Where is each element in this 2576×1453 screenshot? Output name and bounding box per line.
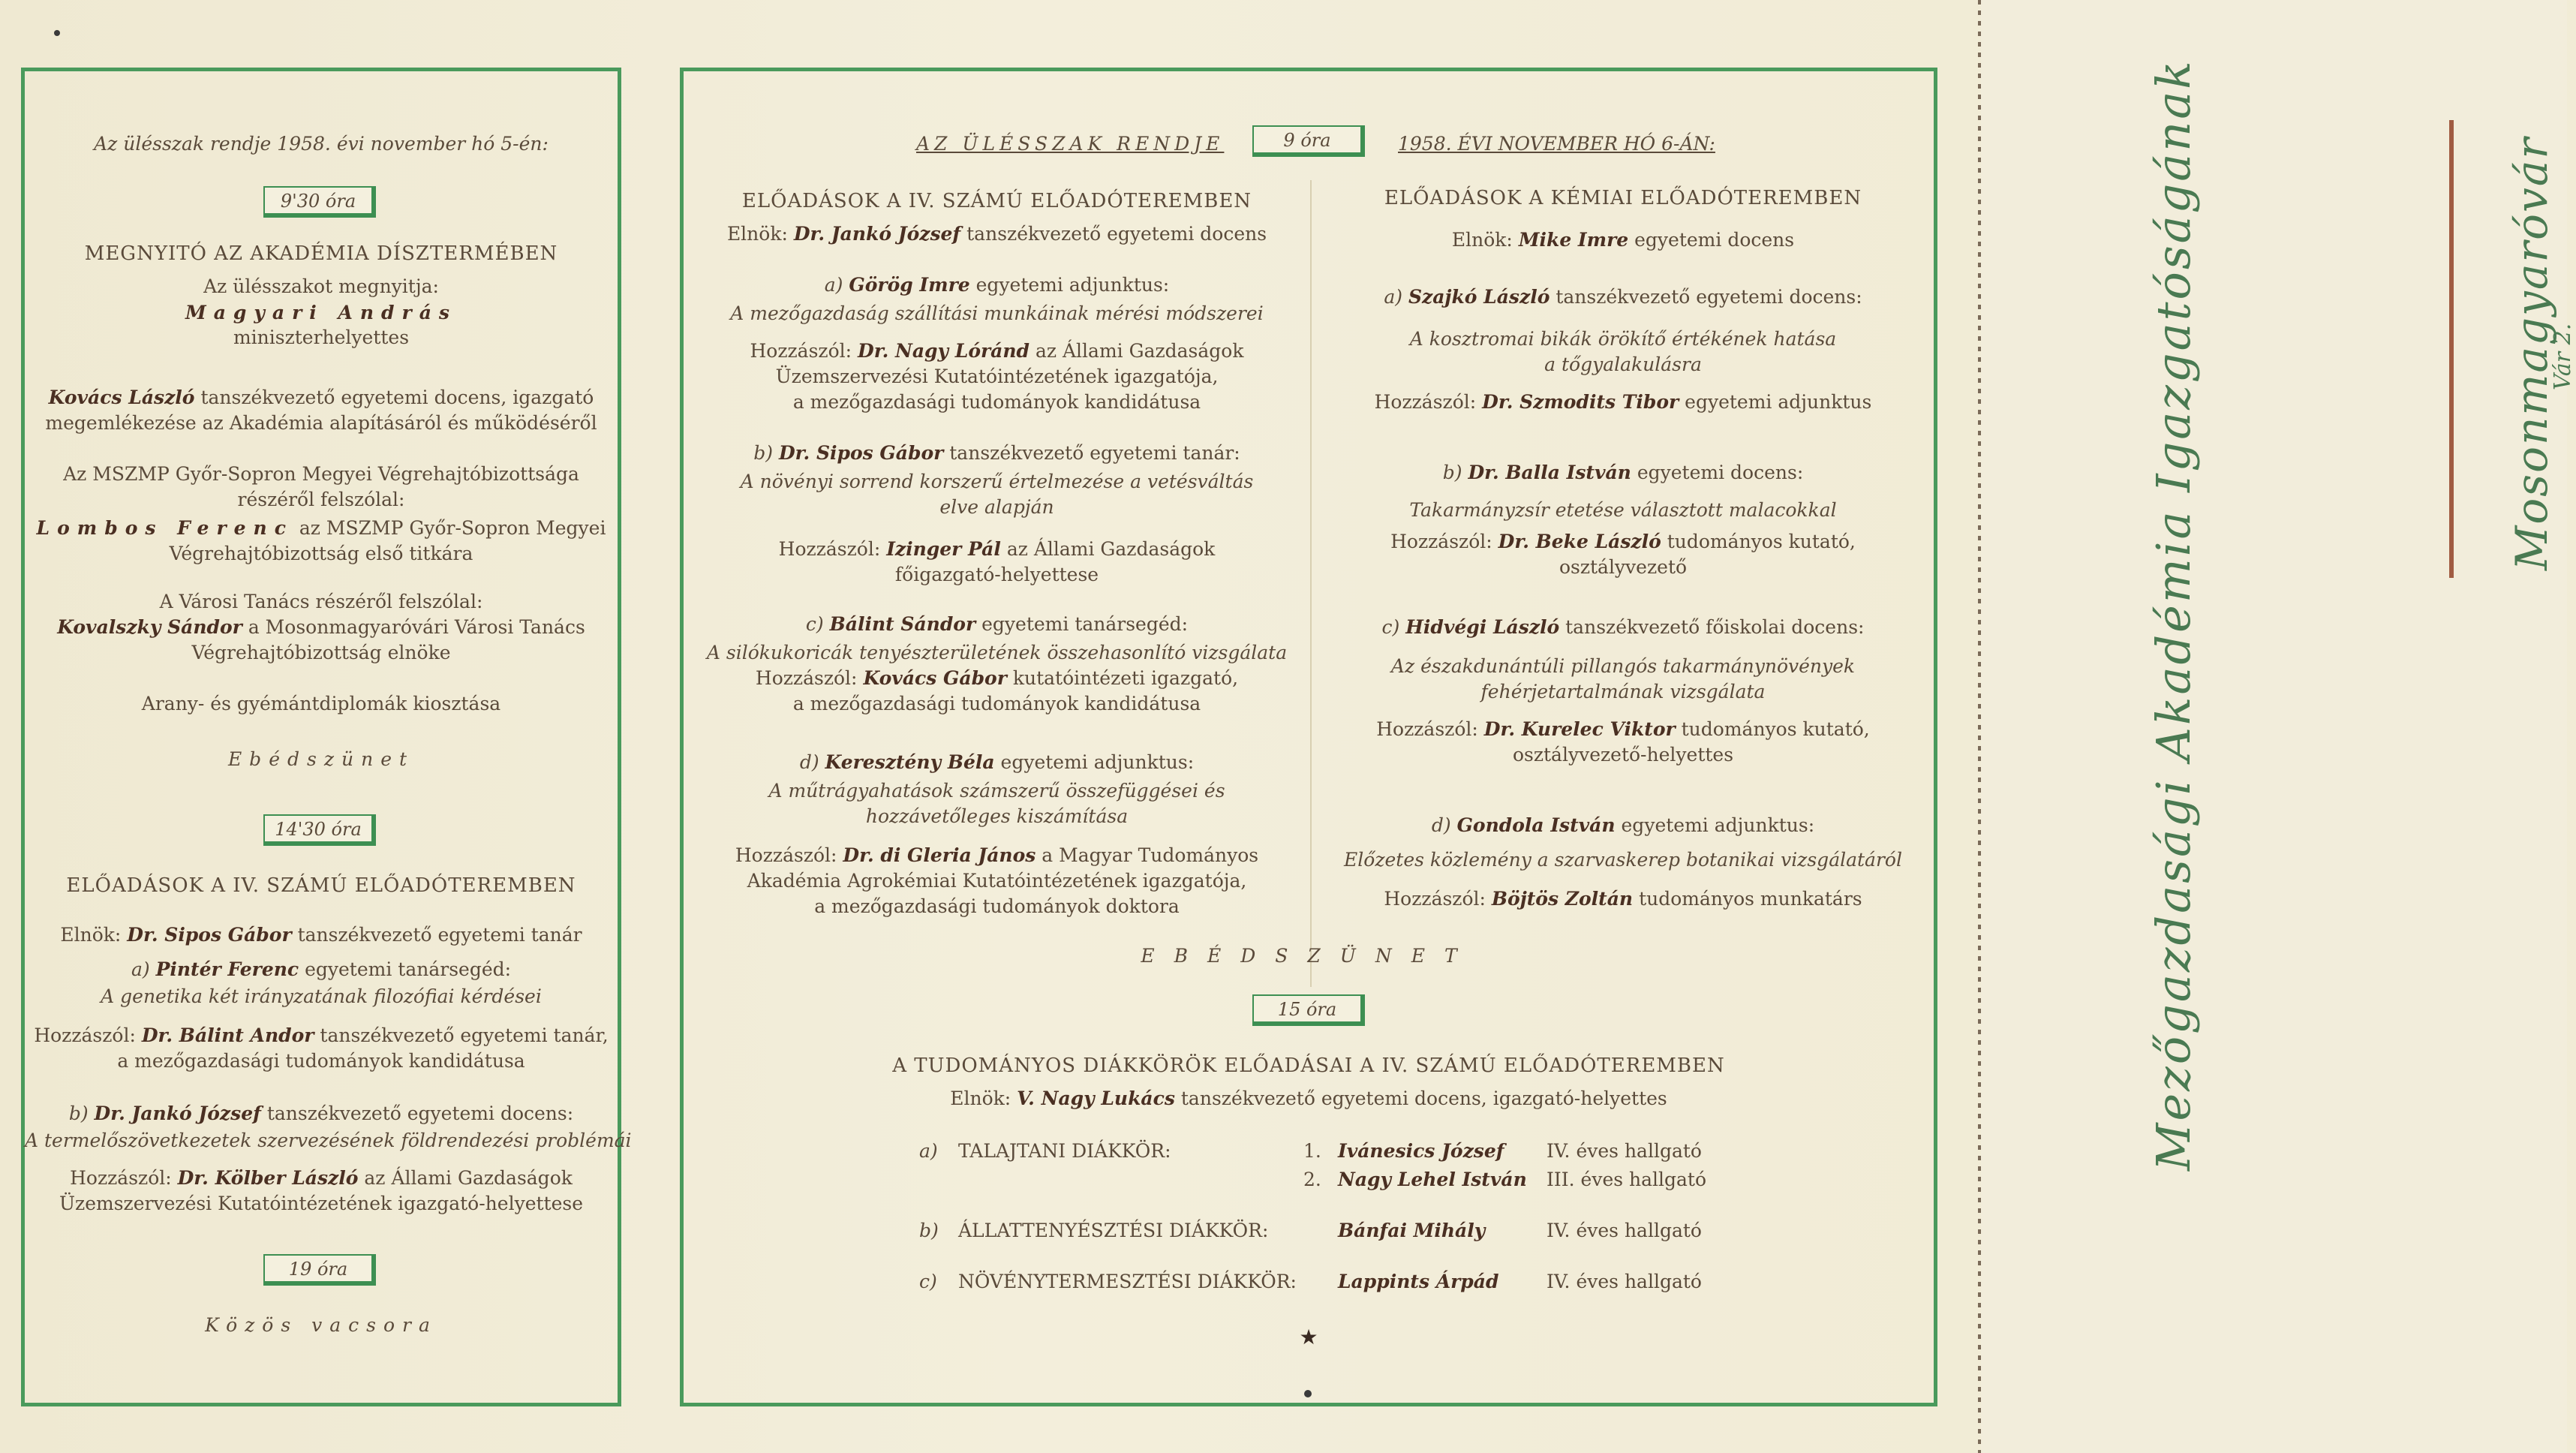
- student-year: IV. éves hallgató: [1547, 1271, 1702, 1292]
- star-icon: ★: [1299, 1325, 1318, 1349]
- lecture-b-line: [25, 1101, 618, 1127]
- circle-a-name: TALAJTANI DIÁKKÖR:: [958, 1140, 1171, 1162]
- comment-name: Dr. Nagy Lóránd: [858, 340, 1030, 362]
- c2c-title-1: Az északdunántúli pillangós takarmánynövények: [1390, 655, 1856, 677]
- chair-name: V. Nagy Lukács: [1017, 1087, 1175, 1109]
- c2c-comment: [1312, 717, 1934, 742]
- c2a-line: [1312, 284, 1934, 310]
- c2b-comment-2: osztályvezető: [1559, 556, 1688, 578]
- lombos-line2: Végrehajtóbizottság első titkára: [169, 543, 473, 564]
- opening-heading: MEGNYITÓ AZ AKADÉMIA DÍSZTERMÉBEN: [84, 242, 558, 265]
- lunch-break-center: EBÉDSZÜNET: [1141, 945, 1477, 967]
- chair-label: Elnök:: [1451, 229, 1513, 251]
- kovacs-name: Kovács László: [48, 387, 195, 408]
- dinner-line: Közös vacsora: [205, 1314, 437, 1336]
- item-name: Keresztény Béla: [825, 751, 995, 773]
- comment-role: a Magyar Tudományos: [1042, 844, 1259, 866]
- address: Vár 2.: [2550, 323, 2576, 390]
- circle-b-name: ÁLLATTENYÉSZTÉSI DIÁKKÖR:: [958, 1220, 1269, 1241]
- c1a-comment: [684, 338, 1310, 364]
- lecture-a-label: a): [131, 958, 150, 980]
- title-rule: [2449, 120, 2454, 578]
- c2d-comment: [1312, 886, 1934, 912]
- c1d-comment-3: a mezőgazdasági tudományok doktora: [814, 895, 1180, 917]
- c1b-comment: [684, 537, 1310, 562]
- ink-dot: [1304, 1390, 1312, 1397]
- c1d-title-1: A műtrágyahatások számszerű összefüggései és: [768, 780, 1225, 802]
- col1-heading: ELŐADÁSOK A IV. SZÁMÚ ELŐADÓTEREMBEN: [741, 190, 1252, 212]
- chair-role: tanszékvezető egyetemi docens: [966, 223, 1267, 245]
- item-label: d): [1431, 814, 1451, 836]
- c2d-title: Előzetes közlemény a szarvaskerep botanikai vizsgálatáról: [1344, 849, 1902, 871]
- student-chair: [684, 1086, 1934, 1112]
- lect-heading: ELŐADÁSOK A IV. SZÁMÚ ELŐADÓTEREMBEN: [66, 874, 576, 897]
- chair-label: Elnök:: [726, 223, 788, 245]
- student-name: Bánfai Mihály: [1338, 1220, 1486, 1241]
- comment-label: Hozzászól:: [70, 1167, 172, 1189]
- time-box-9: 9 óra: [1252, 125, 1365, 157]
- comment-label: Hozzászól:: [1376, 718, 1478, 740]
- chair-label: Elnök:: [60, 924, 122, 946]
- comment-label: Hozzászól:: [755, 667, 858, 689]
- c1c-comment: [684, 666, 1310, 691]
- koval-role: a Mosonmagyaróvári Városi Tanács: [248, 616, 585, 638]
- comment-name: Dr. Kurelec Viktor: [1483, 718, 1676, 740]
- chair-role: tanszékvezető egyetemi docens, igazgató-helyettes: [1180, 1087, 1667, 1109]
- c1c-title: A silókukoricák tenyészterületének összehasonlító vizsgálata: [706, 642, 1288, 663]
- lecture-b-role: tanszékvezető egyetemi docens:: [266, 1103, 574, 1124]
- comment-name: Dr. Beke László: [1498, 531, 1661, 552]
- town-name: Mosonmagyaróvár: [2506, 136, 2557, 570]
- c2b-title: Takarmányzsír etetése választott malacokkal: [1409, 499, 1837, 521]
- header-left: AZ ÜLÉSSZAK RENDJE: [916, 133, 1225, 155]
- item-label: b): [753, 442, 774, 464]
- comment-label: Hozzászól:: [1374, 391, 1477, 413]
- chair-name: Mike Imre: [1518, 229, 1629, 251]
- comment-role: az Állami Gazdaságok: [1035, 340, 1244, 362]
- c2b-comment: [1312, 529, 1934, 555]
- c2a-title-2: a tőgyalakulásra: [1544, 353, 1702, 375]
- comment-name: Dr. di Gleria János: [843, 844, 1036, 866]
- c1b-title-2: elve alapján: [939, 496, 1054, 518]
- col2-chair: [1312, 227, 1934, 253]
- lecture-b-comment-2: Üzemszervezési Kutatóintézetének igazgató-helyettese: [59, 1193, 583, 1214]
- comment-label: Hozzászól:: [750, 340, 852, 362]
- chair-name: Dr. Sipos Gábor: [127, 924, 292, 946]
- student-name: Lappints Árpád: [1338, 1271, 1499, 1292]
- comment-label: Hozzászól:: [34, 1024, 136, 1046]
- comment-role: tudományos kutató,: [1667, 531, 1856, 552]
- kovacs-line1: [25, 385, 618, 411]
- c1b-line: [684, 441, 1310, 466]
- comment-role: az Állami Gazdaságok: [1006, 538, 1216, 560]
- lecture-a-title: A genetika két irányzatának filozófiai kérdései: [101, 985, 542, 1007]
- c1a-line: [684, 272, 1310, 298]
- varosi-intro: A Városi Tanács részéről felszólal:: [159, 591, 483, 612]
- c1b-title-1: A növényi sorrend korszerű értelmezése a vetésváltás: [740, 471, 1254, 492]
- comment-label: Hozzászól:: [778, 538, 881, 560]
- item-label: c): [1381, 616, 1400, 638]
- circle-a-label: a): [919, 1140, 938, 1162]
- c2d-line: [1312, 813, 1934, 838]
- kovacs-line2: megemlékezése az Akadémia alapításáról és működéséről: [45, 412, 597, 434]
- c2c-line: [1312, 615, 1934, 640]
- c1d-line: [684, 750, 1310, 775]
- item-label: a): [1384, 286, 1402, 308]
- lecture-a-comment: [25, 1023, 618, 1048]
- left-panel: [21, 68, 632, 1406]
- comment-role: kutatóintézeti igazgató,: [1012, 667, 1239, 689]
- item-role: egyetemi adjunktus:: [1621, 814, 1815, 836]
- comment-role: tanszékvezető egyetemi tanár,: [320, 1024, 609, 1046]
- c1d-comment: [684, 843, 1310, 868]
- student-num: 1.: [1303, 1140, 1321, 1162]
- c1d-comment-2: Akadémia Agrokémiai Kutatóintézetének igazgatója,: [747, 870, 1247, 892]
- student-name: Nagy Lehel István: [1338, 1169, 1527, 1190]
- c1c-line: [684, 612, 1310, 637]
- c1b-comment-2: főigazgató-helyettese: [894, 564, 1099, 585]
- c2c-title-2: fehérjetartalmának vizsgálata: [1480, 681, 1766, 702]
- item-role: tanszékvezető egyetemi docens:: [1556, 286, 1862, 308]
- c1d-title-2: hozzávetőleges kiszámítása: [865, 805, 1129, 827]
- c1a-comment-2: Üzemszervezési Kutatóintézetének igazgatója,: [775, 366, 1219, 387]
- comment-name: Dr. Bálint Andor: [141, 1024, 314, 1046]
- chair-line: [25, 922, 618, 948]
- cover-panel: [1981, 0, 2567, 1453]
- item-name: Gondola István: [1456, 814, 1616, 836]
- comment-role: egyetemi adjunktus: [1685, 391, 1872, 413]
- chair-label: Elnök:: [950, 1087, 1011, 1109]
- ink-dot: [54, 30, 60, 36]
- item-label: b): [1442, 462, 1462, 483]
- comment-role: az Állami Gazdaságok: [364, 1167, 573, 1189]
- circle-c-label: c): [919, 1271, 937, 1292]
- c2c-comment-2: osztályvezető-helyettes: [1512, 744, 1734, 766]
- lecture-a-comment-2: a mezőgazdasági tudományok kandidátusa: [117, 1050, 525, 1072]
- lecture-b-title: A termelőszövetkezetek szervezésének földrendezési problémái: [25, 1130, 632, 1151]
- comment-label: Hozzászól:: [1384, 888, 1486, 910]
- student-year: IV. éves hallgató: [1547, 1140, 1702, 1162]
- chair-role: egyetemi docens: [1634, 229, 1795, 251]
- time-box-930: 9'30 óra: [263, 186, 376, 218]
- header-right: 1958. ÉVI NOVEMBER HÓ 6-ÁN:: [1398, 133, 1715, 155]
- mszmp-line1: Az MSZMP Győr-Sopron Megyei Végrehajtóbizottsága: [63, 463, 579, 485]
- student-num: 2.: [1303, 1169, 1321, 1190]
- lecture-b-label: b): [68, 1103, 89, 1124]
- chair-role: tanszékvezető egyetemi tanár: [297, 924, 582, 946]
- lombos-line1: [25, 516, 618, 541]
- comment-name: Böjtös Zoltán: [1491, 888, 1634, 910]
- lunch-break: Ebédszünet: [227, 748, 415, 770]
- student-heading: A TUDOMÁNYOS DIÁKKÖRÖK ELŐADÁSAI A IV. SZÁMÚ ELŐADÓTEREMBEN: [892, 1054, 1725, 1077]
- item-name: Bálint Sándor: [829, 613, 976, 635]
- item-role: egyetemi tanársegéd:: [981, 613, 1189, 635]
- lombos-name: Lombos Ferenc: [36, 517, 293, 539]
- time-box-15: 15 óra: [1252, 994, 1365, 1026]
- column-chemistry-room: [1312, 71, 1934, 972]
- diploma-line: Arany- és gyémántdiplomák kiosztása: [141, 693, 501, 714]
- comment-role: tudományos kutató,: [1681, 718, 1870, 740]
- student-year: III. éves hallgató: [1547, 1169, 1707, 1190]
- item-role: egyetemi adjunktus:: [975, 274, 1170, 296]
- opener-role: miniszterhelyettes: [233, 326, 410, 348]
- kovacs-role: tanszékvezető egyetemi docens, igazgató: [200, 387, 594, 408]
- chair-name: Dr. Jankó József: [793, 223, 961, 245]
- lombos-role: az MSZMP Győr-Sopron Megyei: [299, 517, 606, 539]
- comment-name: Dr. Szmodits Tibor: [1482, 391, 1679, 413]
- item-name: Hidvégi László: [1405, 616, 1560, 638]
- item-name: Görög Imre: [849, 274, 970, 296]
- item-role: tanszékvezető egyetemi tanár:: [949, 442, 1240, 464]
- student-name: Ivánesics József: [1338, 1140, 1504, 1162]
- comment-name: Dr. Kölber László: [177, 1167, 359, 1189]
- lecture-a-line: [25, 957, 618, 982]
- opener-intro: Az ülésszakot megnyitja:: [203, 275, 439, 297]
- item-label: d): [799, 751, 819, 773]
- comment-label: Hozzászól:: [1390, 531, 1492, 552]
- center-panel: [680, 68, 1937, 1406]
- comment-role: tudományos munkatárs: [1639, 888, 1862, 910]
- lecture-b-comment: [25, 1166, 618, 1191]
- item-role: egyetemi docens:: [1637, 462, 1804, 483]
- student-year: IV. éves hallgató: [1547, 1220, 1702, 1241]
- lecture-b-name: Dr. Jankó József: [94, 1103, 261, 1124]
- koval-name: Kovalszky Sándor: [57, 616, 242, 638]
- col2-heading: ELŐADÁSOK A KÉMIAI ELŐADÓTEREMBEN: [1384, 187, 1862, 209]
- item-label: a): [824, 274, 843, 296]
- lecture-a-role: egyetemi tanársegéd:: [305, 958, 512, 980]
- time-box-1430: 14'30 óra: [263, 814, 376, 846]
- left-date-line: Az ülésszak rendje 1958. évi november hó 5-én:: [94, 133, 549, 155]
- c1a-title: A mezőgazdaság szállítási munkáinak mérési módszerei: [730, 302, 1264, 324]
- c1c-comment-2: a mezőgazdasági tudományok kandidátusa: [792, 693, 1201, 714]
- item-label: c): [805, 613, 824, 635]
- time-box-19: 19 óra: [263, 1254, 376, 1286]
- academy-title: Mezőgazdasági Akadémia Igazgatóságának: [2146, 59, 2201, 1171]
- col1-chair: [684, 221, 1310, 247]
- comment-name: Kovács Gábor: [863, 667, 1007, 689]
- item-name: Szajkó László: [1408, 286, 1550, 308]
- c1a-comment-3: a mezőgazdasági tudományok kandidátusa: [792, 391, 1201, 413]
- opener-name: Magyari András: [185, 302, 457, 323]
- lecture-a-name: Pintér Ferenc: [155, 958, 299, 980]
- comment-name: Izinger Pál: [886, 538, 1001, 560]
- comment-label: Hozzászól:: [735, 844, 837, 866]
- circle-c-name: NÖVÉNYTERMESZTÉSI DIÁKKÖR:: [958, 1271, 1297, 1292]
- circle-b-label: b): [919, 1220, 939, 1241]
- item-role: egyetemi adjunktus:: [1000, 751, 1195, 773]
- koval-line1: [25, 615, 618, 640]
- item-role: tanszékvezető főiskolai docens:: [1565, 616, 1865, 638]
- c2a-comment: [1312, 390, 1934, 415]
- c2a-title-1: A kosztromai bikák örökítő értékének hatása: [1409, 328, 1837, 350]
- mszmp-line2: részéről felszólal:: [237, 489, 405, 510]
- item-name: Dr. Sipos Gábor: [778, 442, 944, 464]
- item-name: Dr. Balla István: [1468, 462, 1631, 483]
- c2b-line: [1312, 460, 1934, 486]
- koval-line2: Végrehajtóbizottság elnöke: [191, 642, 451, 663]
